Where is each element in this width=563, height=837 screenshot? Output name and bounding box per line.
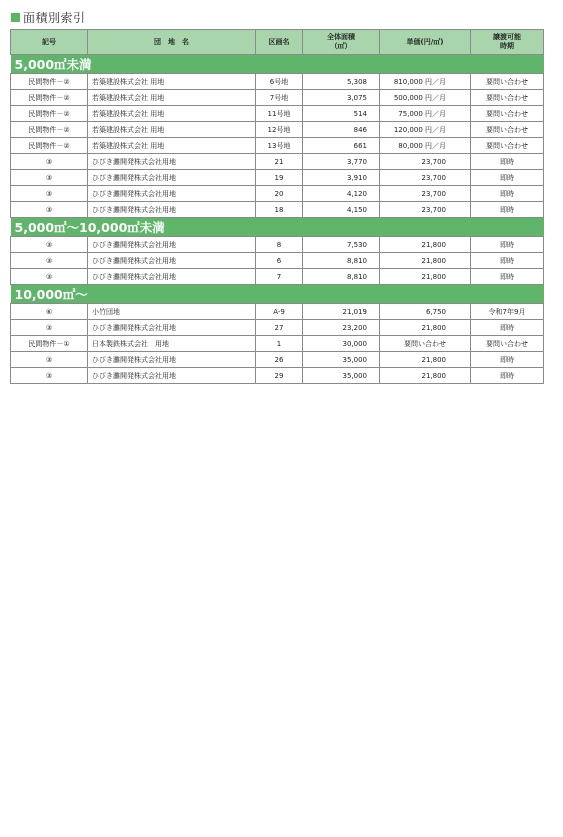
cell-kigo: ③ — [11, 352, 88, 368]
cell-price: 500,000 円／月 — [380, 90, 471, 106]
cell-price: 要問い合わせ — [380, 336, 471, 352]
cell-kukaku: 7 — [256, 269, 303, 285]
cell-kigo: ③ — [11, 170, 88, 186]
cell-kigo: ③ — [11, 320, 88, 336]
cell-price: 6,750 — [380, 304, 471, 320]
cell-danchi: ひびき灘開発株式会社用地 — [88, 154, 256, 170]
cell-kukaku: A-9 — [256, 304, 303, 320]
cell-area: 846 — [303, 122, 380, 138]
cell-danchi: ひびき灘開発株式会社用地 — [88, 269, 256, 285]
cell-kigo: ⑥ — [11, 304, 88, 320]
cell-kukaku: 8 — [256, 237, 303, 253]
cell-kukaku: 11号地 — [256, 106, 303, 122]
table-row — [11, 122, 544, 138]
cell-kigo: 民間物件－② — [11, 74, 88, 90]
cell-danchi: ひびき灘開発株式会社用地 — [88, 186, 256, 202]
cell-area: 4,150 — [303, 202, 380, 218]
cell-timing: 要問い合わせ — [471, 90, 544, 106]
header-area — [303, 30, 380, 55]
cell-danchi: 若築建設株式会社 用地 — [88, 122, 256, 138]
cell-area: 35,000 — [303, 352, 380, 368]
cell-kigo: ③ — [11, 253, 88, 269]
table-row — [11, 138, 544, 154]
cell-timing: 即時 — [471, 186, 544, 202]
area-index-table — [10, 29, 544, 384]
cell-price: 21,800 — [380, 320, 471, 336]
cell-timing: 即時 — [471, 170, 544, 186]
section-label: 5,000㎡～10,000㎡未満 — [11, 218, 544, 237]
cell-price: 21,800 — [380, 368, 471, 384]
header-area-line2: （㎡） — [330, 42, 352, 50]
cell-price: 23,700 — [380, 170, 471, 186]
cell-danchi: 若築建設株式会社 用地 — [88, 74, 256, 90]
cell-kigo: 民間物件－② — [11, 122, 88, 138]
cell-timing: 即時 — [471, 269, 544, 285]
page-title-text: 面積別索引 — [23, 10, 86, 25]
cell-timing: 即時 — [471, 352, 544, 368]
header-price: 単価(円/㎡) — [380, 30, 471, 55]
header-transfer-line1: 譲渡可能 — [493, 33, 521, 41]
header-kigo: 記号 — [11, 30, 88, 55]
cell-danchi: ひびき灘開発株式会社用地 — [88, 237, 256, 253]
cell-price: 80,000 円／月 — [380, 138, 471, 154]
cell-timing: 要問い合わせ — [471, 336, 544, 352]
cell-kukaku: 27 — [256, 320, 303, 336]
page-title — [11, 9, 86, 25]
cell-price: 23,700 — [380, 186, 471, 202]
section-label: 10,000㎡～ — [11, 285, 544, 304]
table-row — [11, 154, 544, 170]
cell-timing: 即時 — [471, 320, 544, 336]
cell-area: 23,200 — [303, 320, 380, 336]
header-area-line1: 全体面積 — [327, 33, 355, 41]
table-row — [11, 90, 544, 106]
cell-area: 8,810 — [303, 269, 380, 285]
cell-kukaku: 13号地 — [256, 138, 303, 154]
cell-area: 5,308 — [303, 74, 380, 90]
cell-kigo: ③ — [11, 269, 88, 285]
cell-danchi: 日本製鉄株式会社 用地 — [88, 336, 256, 352]
cell-price: 120,000 円／月 — [380, 122, 471, 138]
cell-kigo: ③ — [11, 186, 88, 202]
cell-timing: 要問い合わせ — [471, 106, 544, 122]
cell-kigo: 民間物件－② — [11, 106, 88, 122]
cell-area: 3,075 — [303, 90, 380, 106]
cell-danchi: ひびき灘開発株式会社用地 — [88, 170, 256, 186]
cell-danchi: 若築建設株式会社 用地 — [88, 90, 256, 106]
cell-timing: 即時 — [471, 253, 544, 269]
cell-kigo: ③ — [11, 154, 88, 170]
header-danchi: 団 地 名 — [88, 30, 256, 55]
table-row — [11, 269, 544, 285]
cell-price: 21,800 — [380, 237, 471, 253]
cell-kigo: 民間物件－① — [11, 336, 88, 352]
cell-kukaku: 19 — [256, 170, 303, 186]
table-row — [11, 74, 544, 90]
cell-danchi: ひびき灘開発株式会社用地 — [88, 320, 256, 336]
cell-price: 810,000 円／月 — [380, 74, 471, 90]
cell-kigo: 民間物件－② — [11, 138, 88, 154]
cell-price: 23,700 — [380, 154, 471, 170]
table-row — [11, 253, 544, 269]
cell-timing: 要問い合わせ — [471, 74, 544, 90]
table-header-row — [11, 30, 544, 55]
cell-price: 75,000 円／月 — [380, 106, 471, 122]
cell-timing: 要問い合わせ — [471, 122, 544, 138]
cell-kigo: ③ — [11, 237, 88, 253]
cell-kukaku: 1 — [256, 336, 303, 352]
cell-area: 8,810 — [303, 253, 380, 269]
cell-price: 21,800 — [380, 352, 471, 368]
cell-area: 661 — [303, 138, 380, 154]
title-square-icon — [11, 13, 20, 22]
cell-danchi: ひびき灘開発株式会社用地 — [88, 202, 256, 218]
table-row — [11, 237, 544, 253]
header-transfer — [471, 30, 544, 55]
cell-price: 21,800 — [380, 269, 471, 285]
cell-danchi: 若築建設株式会社 用地 — [88, 106, 256, 122]
cell-kukaku: 18 — [256, 202, 303, 218]
cell-danchi: 若築建設株式会社 用地 — [88, 138, 256, 154]
cell-area: 3,770 — [303, 154, 380, 170]
cell-danchi: ひびき灘開発株式会社用地 — [88, 352, 256, 368]
cell-area: 3,910 — [303, 170, 380, 186]
table-body — [11, 55, 544, 384]
table-row — [11, 170, 544, 186]
cell-timing: 即時 — [471, 202, 544, 218]
cell-kukaku: 26 — [256, 352, 303, 368]
cell-kukaku: 20 — [256, 186, 303, 202]
cell-timing: 要問い合わせ — [471, 138, 544, 154]
table-row — [11, 186, 544, 202]
cell-price: 21,800 — [380, 253, 471, 269]
cell-area: 4,120 — [303, 186, 380, 202]
header-transfer-line2: 時期 — [500, 42, 514, 50]
table-row — [11, 352, 544, 368]
section-header-row — [11, 218, 544, 237]
cell-timing: 即時 — [471, 154, 544, 170]
cell-timing: 即時 — [471, 237, 544, 253]
table-row — [11, 202, 544, 218]
section-label: 5,000㎡未満 — [11, 55, 544, 74]
cell-timing: 即時 — [471, 368, 544, 384]
cell-kukaku: 29 — [256, 368, 303, 384]
cell-kigo: 民間物件－② — [11, 90, 88, 106]
table-row — [11, 320, 544, 336]
cell-area: 30,000 — [303, 336, 380, 352]
table-row — [11, 336, 544, 352]
cell-danchi: ひびき灘開発株式会社用地 — [88, 368, 256, 384]
cell-area: 514 — [303, 106, 380, 122]
section-header-row — [11, 55, 544, 74]
cell-danchi: ひびき灘開発株式会社用地 — [88, 253, 256, 269]
table-row — [11, 304, 544, 320]
cell-kukaku: 6 — [256, 253, 303, 269]
cell-kukaku: 12号地 — [256, 122, 303, 138]
cell-area: 7,530 — [303, 237, 380, 253]
header-kukaku: 区画名 — [256, 30, 303, 55]
cell-kukaku: 6号地 — [256, 74, 303, 90]
section-header-row — [11, 285, 544, 304]
cell-kigo: ③ — [11, 202, 88, 218]
cell-timing: 令和7年9月 — [471, 304, 544, 320]
cell-area: 21,019 — [303, 304, 380, 320]
cell-price: 23,700 — [380, 202, 471, 218]
cell-danchi: 小竹団地 — [88, 304, 256, 320]
table-row — [11, 368, 544, 384]
cell-kukaku: 21 — [256, 154, 303, 170]
cell-kukaku: 7号地 — [256, 90, 303, 106]
cell-area: 35,000 — [303, 368, 380, 384]
cell-kigo: ③ — [11, 368, 88, 384]
table-row — [11, 106, 544, 122]
